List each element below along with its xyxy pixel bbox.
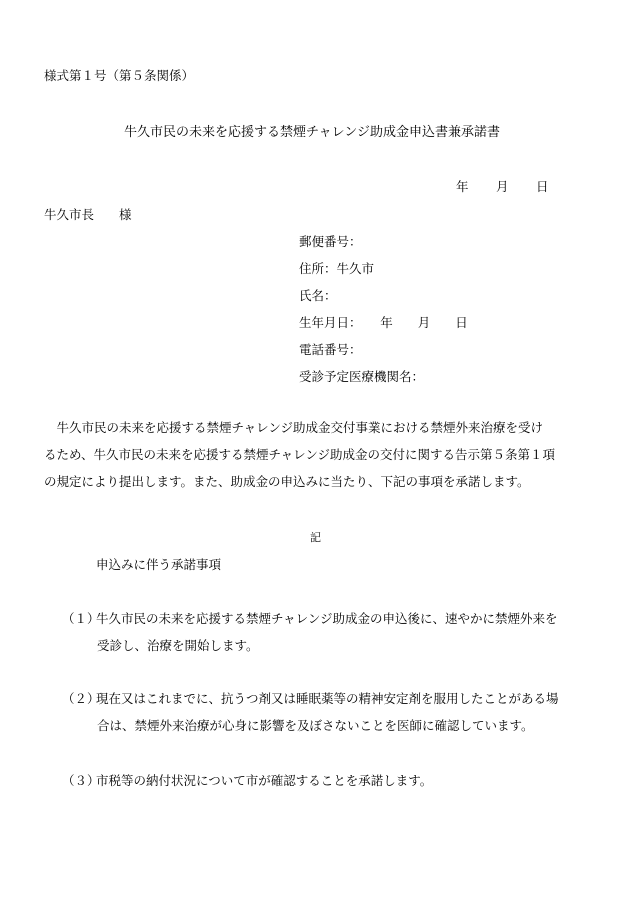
consent-item-2 (62, 691, 559, 734)
consent-item-text: 牛久市民の未来を応援する禁煙チャレンジ助成金の申込後に、速やかに禁煙外来を (96, 611, 558, 626)
date-month-label: 月 (496, 179, 509, 194)
consent-item-text-continued: 受診し、治療を開始します。 (97, 638, 259, 653)
name-field: 氏名： (299, 288, 337, 303)
recipient-label: 牛久市長 様 (44, 207, 132, 222)
body-line: 牛久市民の未来を応援する禁煙チャレンジ助成金交付事業における禁煙外来治療を受け (44, 420, 544, 435)
body-line: るため、牛久市民の未来を応援する禁煙チャレンジ助成金の交付に関する告示第５条第１項 (44, 447, 556, 462)
form-number-label: 様式第１号（第５条関係） (44, 68, 195, 83)
consent-item-1 (62, 611, 558, 654)
consent-item-number: （２） (62, 691, 100, 706)
consent-item-text: 市税等の納付状況について市が確認することを承諾します。 (96, 773, 433, 788)
body-line: の規定により提出します。また、助成金の申込みに当たり、下記の事項を承諾します。 (44, 474, 530, 489)
date-day-label: 日 (536, 179, 549, 194)
applicant-info-block (299, 234, 468, 396)
date-year-label: 年 (456, 179, 469, 194)
body-paragraph (44, 420, 589, 501)
consent-item-3 (62, 773, 432, 789)
form-title: 牛久市民の未来を応援する禁煙チャレンジ助成金申込書兼承諾書 (124, 125, 500, 140)
consent-item-text-continued: 合は、禁煙外来治療が心身に影響を及ぼさないことを医師に確認しています。 (97, 718, 534, 733)
clinic-field: 受診予定医療機関名： (299, 369, 425, 384)
postal-code-field: 郵便番号： (299, 234, 362, 249)
phone-field: 電話番号： (299, 342, 362, 357)
consent-heading: 申込みに伴う承諾事項 (96, 557, 222, 572)
date-fields (456, 179, 549, 195)
ki-marker: 記 (310, 531, 321, 544)
address-field: 住所：牛久市 (299, 261, 375, 276)
consent-item-number: （１） (62, 611, 100, 626)
birthdate-field: 生年月日： 年 月 日 (299, 315, 468, 330)
consent-item-number: （３） (62, 773, 100, 788)
consent-item-text: 現在又はこれまでに、抗うつ剤又は睡眠薬等の精神安定剤を服用したことがある場 (96, 691, 559, 706)
